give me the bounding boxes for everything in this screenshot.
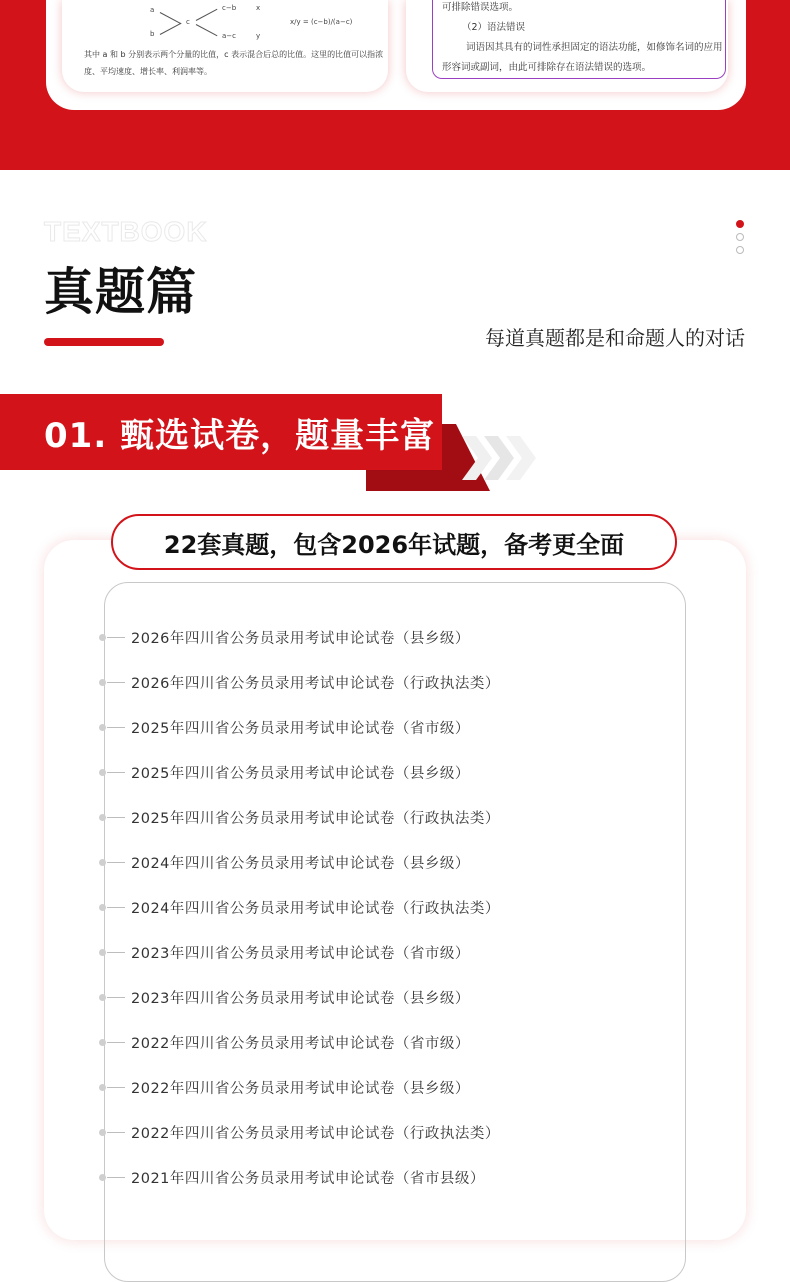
list-item[interactable] (99, 1167, 485, 1187)
formula-symbol-a: a (150, 6, 155, 14)
bullet-icon (99, 994, 106, 1001)
connector-line (107, 1177, 125, 1178)
bullet-icon (99, 814, 106, 821)
connector-line (107, 1132, 125, 1133)
pagination-dots (736, 220, 746, 259)
list-item[interactable] (99, 897, 500, 917)
paper-title: 2021年四川省公务员录用考试申论试卷（省市县级） (131, 1170, 485, 1187)
bullet-icon (99, 634, 106, 641)
section-watermark: TEXTBOOK (44, 216, 208, 247)
formula-symbol-c-minus-b: c−b (222, 4, 237, 12)
paper-title: 2024年四川省公务员录用考试申论试卷（行政执法类） (131, 900, 500, 917)
list-item[interactable] (99, 987, 470, 1007)
connector-line (107, 817, 125, 818)
title-underline (44, 338, 164, 346)
pagination-dot-active[interactable] (736, 220, 744, 228)
connector-line (107, 772, 125, 773)
chevron-right-icon (462, 436, 542, 480)
paper-title: 2022年四川省公务员录用考试申论试卷（省市级） (131, 1035, 470, 1052)
connector-line (107, 907, 125, 908)
preview-card-grammar (406, 0, 728, 92)
connector-line (107, 637, 125, 638)
grammar-heading: （2）语法错误 (462, 22, 526, 33)
paper-title: 2026年四川省公务员录用考试申论试卷（县乡级） (131, 630, 470, 647)
banner-title: 01. 甄选试卷，题量丰富 (44, 416, 436, 456)
formula-line (196, 9, 218, 21)
bullet-icon (99, 724, 106, 731)
formula-description: 其中 a 和 b 分别表示两个分量的比值，c 表示混合后总的比值。这里的比值可以指浓度、平均速度、增长率、利润率等。 (84, 50, 384, 76)
list-item[interactable] (99, 1032, 470, 1052)
paper-title: 2025年四川省公务员录用考试申论试卷（县乡级） (131, 765, 470, 782)
list-item[interactable] (99, 807, 500, 827)
pagination-dot[interactable] (736, 233, 744, 241)
formula-ratio: x/y = (c−b)/(a−c) (290, 18, 353, 26)
formula-symbol-x: x (256, 4, 261, 12)
connector-line (107, 727, 125, 728)
bullet-icon (99, 1039, 106, 1046)
highlight-pill: 22套真题，包含2026年试题，备考更全面 (111, 514, 677, 570)
list-item[interactable] (99, 762, 470, 782)
grammar-line-1: 可排除错误选项。 (442, 2, 519, 13)
grammar-body: 词语因其具有的词性承担固定的语法功能，如修饰名词的应用形容词或副词，由此可排除存在语法错误的选项。 (442, 42, 723, 73)
bullet-icon (99, 1129, 106, 1136)
paper-title: 2022年四川省公务员录用考试申论试卷（行政执法类） (131, 1125, 500, 1142)
bullet-icon (99, 859, 106, 866)
paper-title: 2025年四川省公务员录用考试申论试卷（省市级） (131, 720, 470, 737)
list-item[interactable] (99, 627, 470, 647)
bullet-icon (99, 904, 106, 911)
paper-title: 2024年四川省公务员录用考试申论试卷（县乡级） (131, 855, 470, 872)
preview-card-formula (62, 0, 388, 92)
paper-title: 2023年四川省公务员录用考试申论试卷（省市级） (131, 945, 470, 962)
connector-line (107, 682, 125, 683)
list-item[interactable] (99, 672, 500, 692)
formula-symbol-y: y (256, 32, 261, 40)
list-item[interactable] (99, 1077, 470, 1097)
paper-title: 2026年四川省公务员录用考试申论试卷（行政执法类） (131, 675, 500, 692)
list-item[interactable] (99, 1122, 500, 1142)
list-item[interactable] (99, 717, 470, 737)
connector-line (107, 952, 125, 953)
formula-line (160, 23, 182, 35)
bullet-icon (99, 1084, 106, 1091)
connector-line (107, 997, 125, 998)
pagination-dot[interactable] (736, 246, 744, 254)
paper-title: 2023年四川省公务员录用考试申论试卷（县乡级） (131, 990, 470, 1007)
connector-line (107, 1087, 125, 1088)
paper-title: 2022年四川省公务员录用考试申论试卷（县乡级） (131, 1080, 470, 1097)
formula-symbol-a-minus-c: a−c (222, 32, 237, 40)
connector-line (107, 862, 125, 863)
bullet-icon (99, 1174, 106, 1181)
bullet-icon (99, 679, 106, 686)
formula-symbol-c: c (186, 18, 190, 26)
page-title: 真题篇 (44, 263, 197, 321)
connector-line (107, 1042, 125, 1043)
paper-title: 2025年四川省公务员录用考试申论试卷（行政执法类） (131, 810, 500, 827)
formula-symbol-b: b (150, 30, 155, 38)
list-item[interactable] (99, 852, 470, 872)
list-item[interactable] (99, 942, 470, 962)
formula-line (196, 24, 218, 36)
bullet-icon (99, 949, 106, 956)
bullet-icon (99, 769, 106, 776)
formula-line (160, 12, 182, 24)
section-subtitle: 每道真题都是和命题人的对话 (485, 326, 745, 350)
